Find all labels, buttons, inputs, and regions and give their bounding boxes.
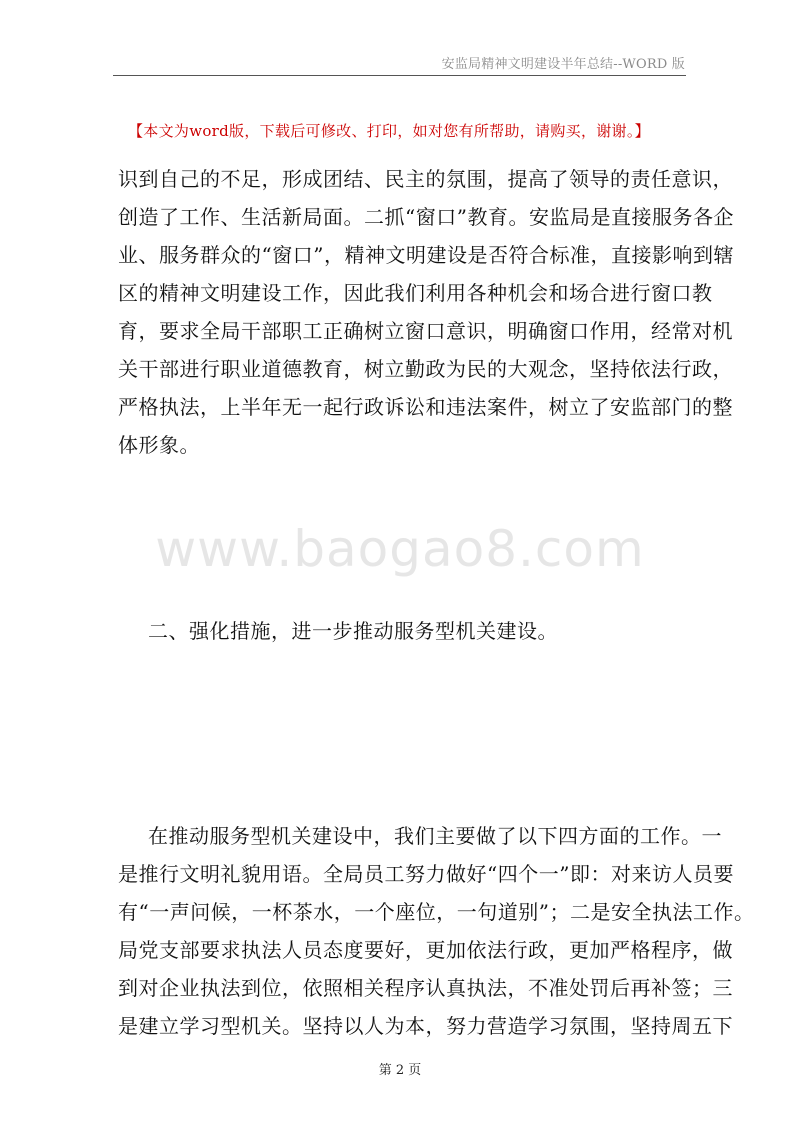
paragraph-line: 有“一声问候，一杯茶水，一个座位，一句道别”；二是安全执法工作。 (118, 900, 755, 924)
paragraph-line: 关干部进行职业道德教育，树立勤政为民的大观念，坚持依法行政， (118, 357, 733, 381)
paragraph-line: 育，要求全局干部职工正确树立窗口意识，明确窗口作用，经常对机 (118, 319, 733, 343)
paragraph-line: 严格执法，上半年无一起行政诉讼和违法案件，树立了安监部门的整 (118, 395, 733, 419)
watermark: www.baogao8.com (155, 520, 645, 578)
paragraph-line: 是建立学习型机关。坚持以人为本，努力营造学习氛围，坚持周五下 (118, 1014, 733, 1038)
section-heading (148, 612, 688, 650)
paragraph-line: 局党支部要求执法人员态度要好，更加依法行政，更加严格程序，做 (118, 938, 733, 962)
paragraph-line: 体形象。 (118, 433, 200, 457)
paragraph-line: 区的精神文明建设工作，因此我们利用各种机会和场合进行窗口教 (118, 281, 713, 305)
paragraph-line: 识到自己的不足，形成团结、民主的氛围，提高了领导的责任意识， (118, 167, 733, 191)
section-heading-text: 二、强化措施，进一步推动服务型机关建设。 (148, 619, 558, 643)
running-header: 安监局精神文明建设半年总结--WORD 版 (441, 57, 685, 72)
paragraph-line: 是推行文明礼貌用语。全局员工努力做好“四个一”即：对来访人员要 (118, 862, 734, 886)
page-number: 第 2 页 (378, 1063, 422, 1078)
header-rule (113, 75, 686, 76)
purchase-notice: 【本文为word版，下载后可修改、打印，如对您有所帮助，请购买，谢谢。】 (128, 122, 650, 140)
paragraph-line: 到对企业执法到位，依照相关程序认真执法，不准处罚后再补签；三 (118, 976, 733, 1000)
paragraph-line: 在推动服务型机关建设中，我们主要做了以下四方面的工作。一 (148, 824, 722, 848)
paragraph-line: 创造了工作、生活新局面。二抓“窗口”教育。安监局是直接服务各企 (118, 205, 734, 229)
body-paragraph-3 (118, 817, 755, 1045)
body-paragraph-1 (118, 160, 734, 464)
paragraph-line: 业、服务群众的“窗口”，精神文明建设是否符合标准，直接影响到辖 (118, 243, 734, 267)
